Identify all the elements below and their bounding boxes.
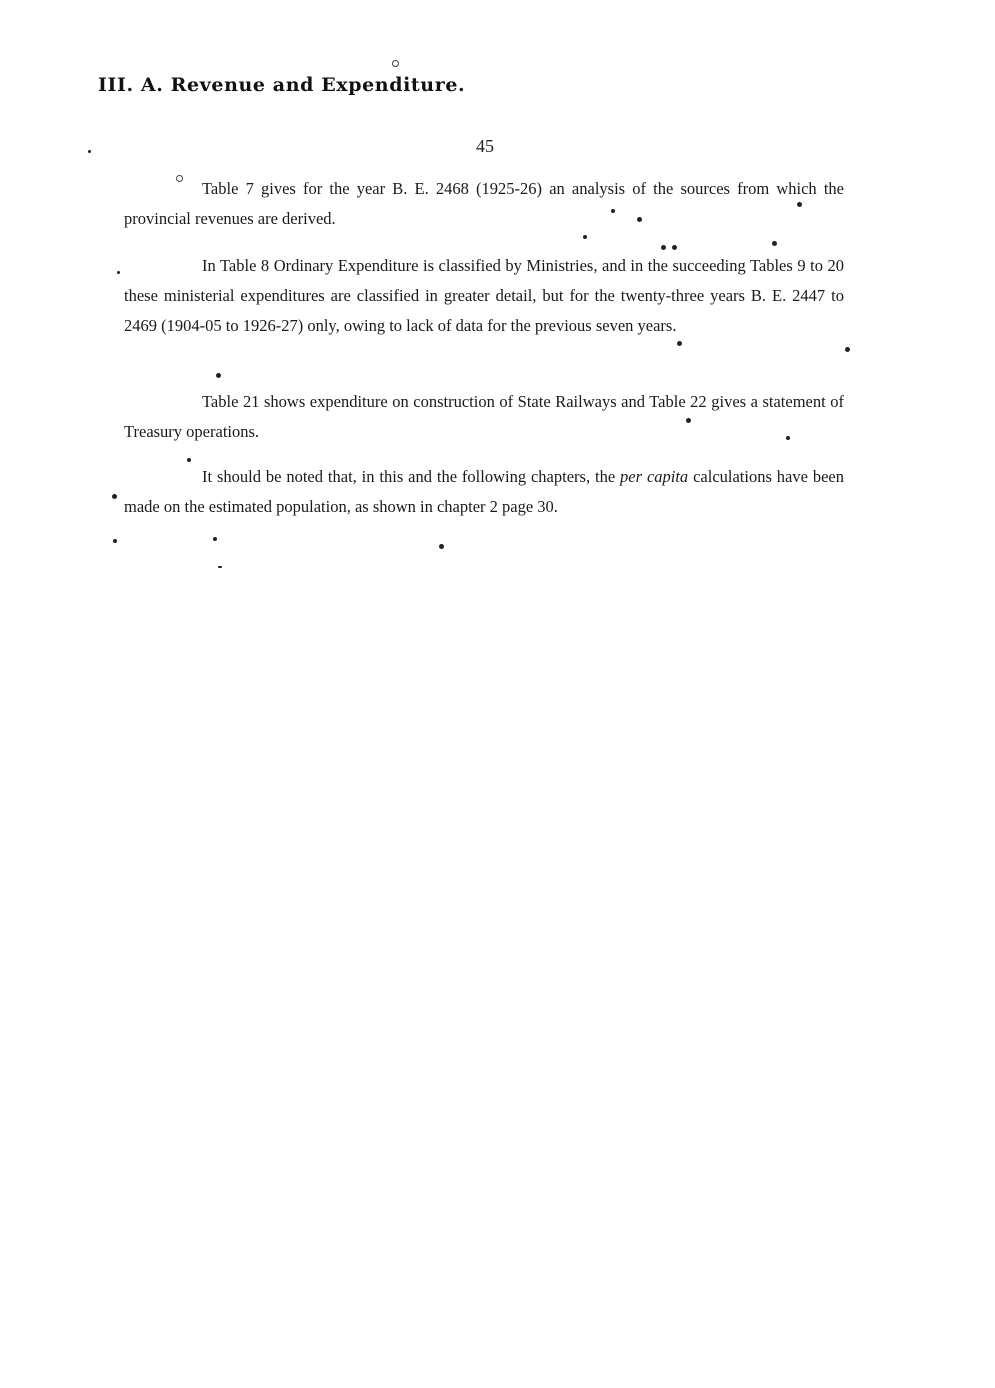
scan-speck [786, 436, 790, 440]
paragraph-text-before: It should be noted that, in this and the following chapters, the [202, 467, 621, 486]
scan-speck [112, 494, 117, 499]
scan-speck [677, 341, 682, 346]
page-number: 45 [476, 136, 494, 156]
scan-speck [117, 271, 120, 274]
paragraph-text: In Table 8 Ordinary Expenditure is classified by Ministries, and in the succeeding Tables 9 to 20 these ministerial expenditures are classified in greater detail, but for the twenty-three years B. E. 2447 to 2469 (1904-05 to 1926-27) only, owing to lack of data for the previous seven years. [124, 256, 844, 335]
scan-speck [176, 175, 183, 182]
scan-speck [845, 347, 850, 352]
scan-speck [218, 566, 222, 568]
scan-speck [797, 202, 802, 207]
paragraph-emphasis: per capita [620, 467, 689, 486]
paragraph-text: Table 7 gives for the year B. E. 2468 (1925-26) an analysis of the sources from which the provincial revenues are derived. [124, 179, 844, 228]
scan-speck [439, 544, 444, 549]
scan-speck [113, 539, 117, 543]
paragraph-text: Table 21 shows expenditure on construction of State Railways and Table 22 gives a statement of Treasury operations. [124, 392, 844, 441]
paragraph-revenue-sources [124, 174, 844, 234]
paragraph-ordinary-expenditure [124, 251, 844, 341]
paragraph-text-after: calculations have been made on the estimated population, as shown in chapter 2 page 30. [124, 467, 844, 516]
scan-speck [216, 373, 221, 378]
scan-speck [213, 537, 217, 541]
paragraph-state-railways [124, 387, 844, 447]
scan-speck [686, 418, 691, 423]
scan-speck [637, 217, 642, 222]
scan-speck [661, 245, 666, 250]
scan-speck [88, 150, 91, 153]
scan-speck [672, 245, 677, 250]
section-heading: III. A. Revenue and Expenditure. [98, 74, 466, 96]
scan-speck [611, 209, 615, 213]
scan-speck [583, 235, 587, 239]
scan-speck [392, 60, 399, 67]
scan-speck [187, 458, 191, 462]
scan-speck [772, 241, 777, 246]
paragraph-per-capita-note [124, 462, 844, 522]
